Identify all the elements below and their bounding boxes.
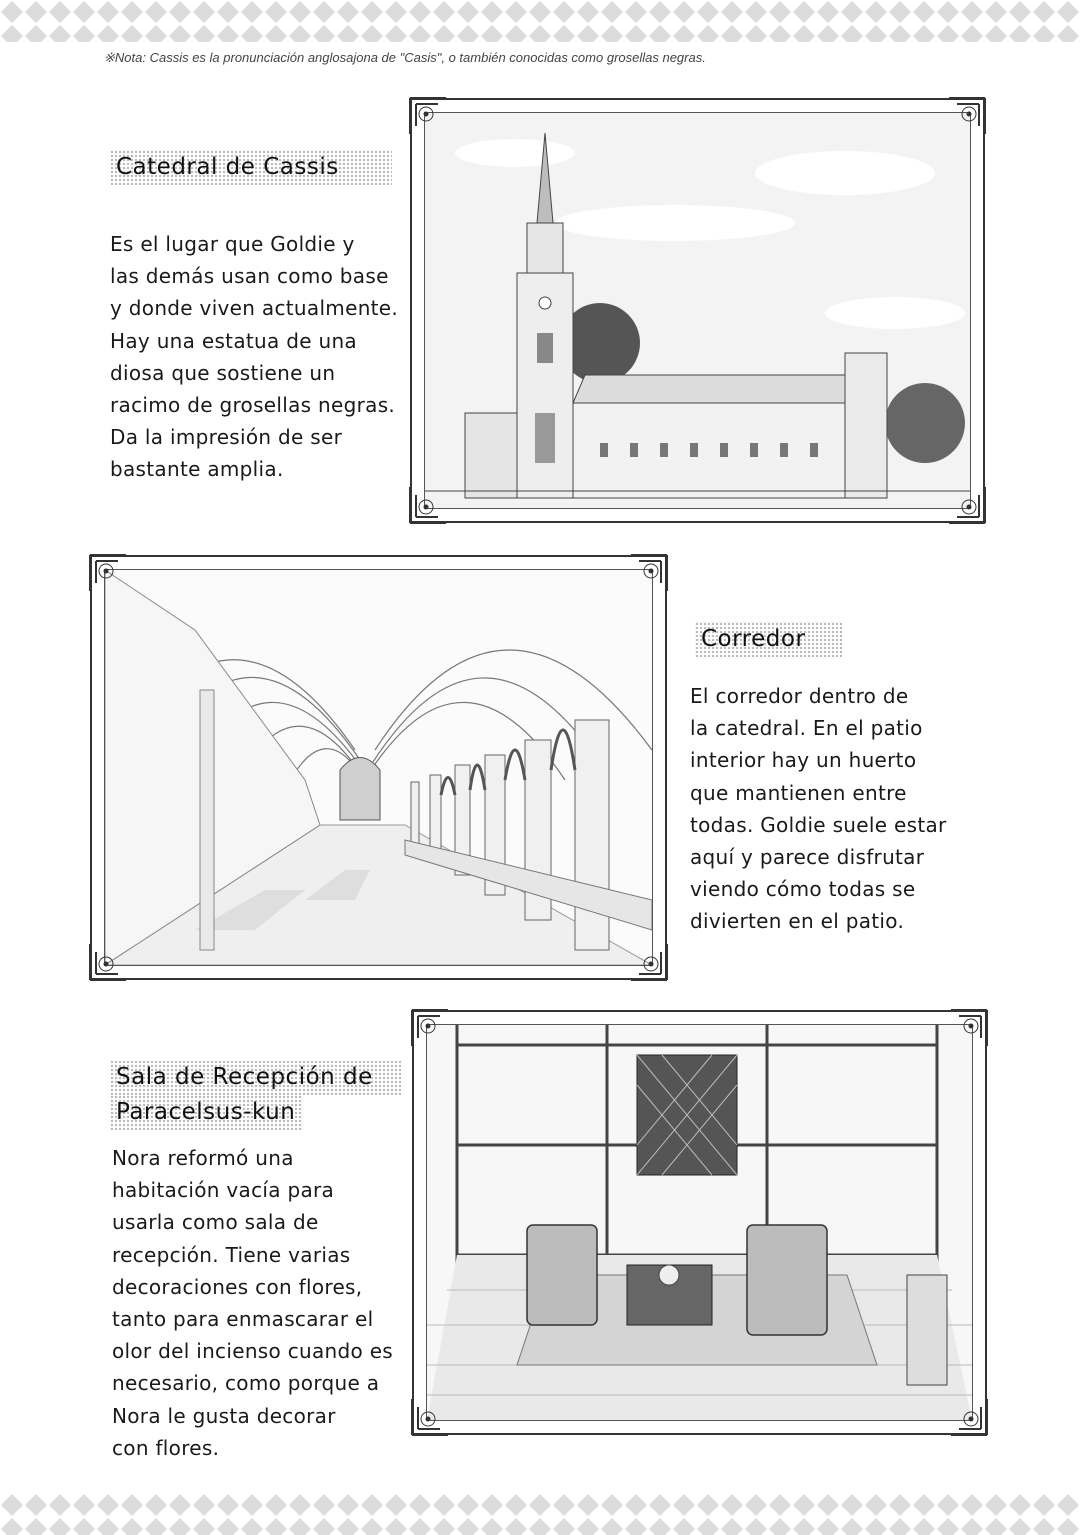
ornament-corner-icon — [88, 942, 128, 982]
ornament-corner-icon — [88, 553, 128, 593]
bottom-diamond-border — [0, 1493, 1080, 1535]
ornament-corner-icon — [947, 96, 987, 136]
ornament-corner-icon — [410, 1397, 450, 1437]
cathedral-illustration — [424, 112, 971, 509]
ornament-corner-icon — [408, 96, 448, 136]
section-text-cathedral: Es el lugar que Goldie y las demás usan como base y donde viven actualmente. Hay una estatua de una diosa que sostiene un racimo de grosellas negras. Da la impresión de ser bastante amplia. — [110, 232, 399, 482]
ornament-corner-icon — [947, 485, 987, 525]
ornament-corner-icon — [408, 485, 448, 525]
illustration-frame-cathedral — [410, 98, 985, 523]
illustration-frame-corridor — [90, 555, 667, 980]
section-title-corridor: Corredor — [695, 622, 842, 657]
ornament-corner-icon — [410, 1008, 450, 1048]
translator-note: ※Nota: Cassis es la pronunciación anglosajona de "Casis", o también conocidas como grosellas negras. — [104, 50, 706, 65]
corridor-illustration — [104, 569, 653, 966]
section-text-reception: Nora reformó una habitación vacía para usarla como sala de recepción. Tiene varias decoraciones con flores, tanto para enmascarar el olor del incienso cuando es necesario, como porque a Nora le gusta decorar con flores. — [112, 1146, 394, 1460]
section-title-reception-line1: Sala de Recepción de — [110, 1060, 402, 1095]
top-diamond-border — [0, 0, 1080, 42]
section-title-reception-line2: Paracelsus-kun — [110, 1095, 302, 1130]
reception-room-illustration — [426, 1024, 973, 1421]
illustration-frame-reception — [412, 1010, 987, 1435]
ornament-corner-icon — [949, 1008, 989, 1048]
section-text-corridor: El corredor dentro de la catedral. En el patio interior hay un huerto que mantienen entre todas. Goldie suele estar aquí y parece disfrutar viendo cómo todas se divierten en el patio. — [690, 684, 947, 934]
ornament-corner-icon — [949, 1397, 989, 1437]
ornament-corner-icon — [629, 553, 669, 593]
section-title-cathedral: Catedral de Cassis — [110, 150, 392, 185]
ornament-corner-icon — [629, 942, 669, 982]
